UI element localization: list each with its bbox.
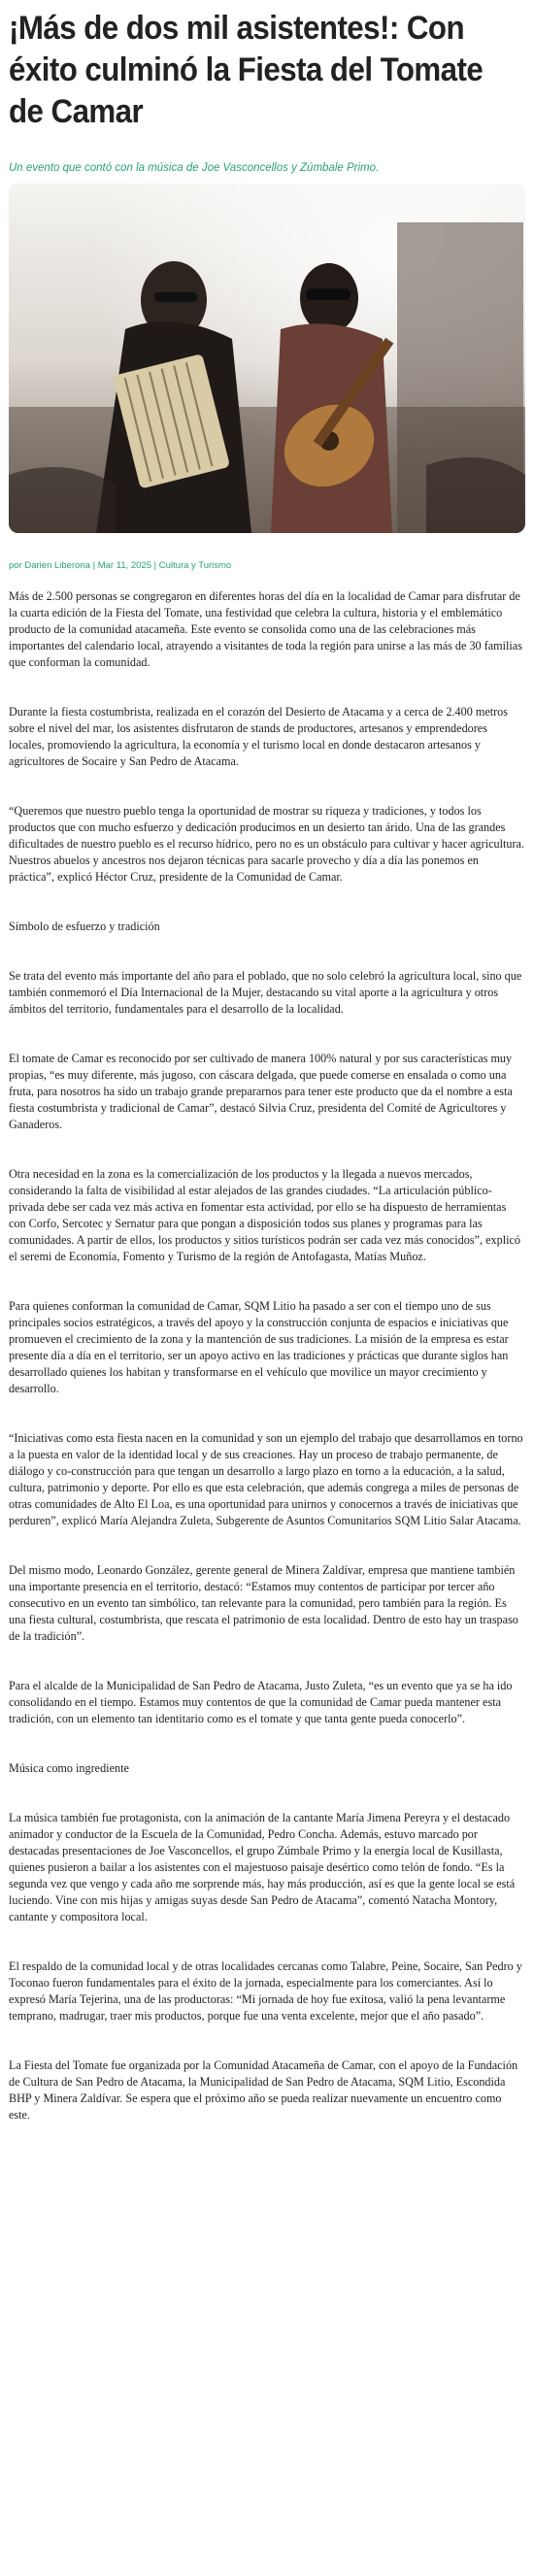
paragraph: Para el alcalde de la Municipalidad de San Pedro de Atacama, Justo Zuleta, “es un evento que ya se ha ido consolidando en el tiempo. Estamos muy contentos de que la comunidad de Camar pueda mantener esta tradición, con un elemento tan identitario como es el tomate y que tanta gente pueda conocerlo”. xyxy=(9,1679,513,1725)
article-subtitle: Un evento que contó con la música de Joe Vasconcellos y Zúmbale Primo. xyxy=(9,162,380,174)
paragraph: Más de 2.500 personas se congregaron en diferentes horas del día en la localidad de Camar para disfrutar de la cuarta edición de la Fiesta del Tomate, una festividad que celebra la cultura, historia y el emblemático producto de la comunidad atacameña. Este evento se consolida como una de las celebraciones más importantes del calendario local, atrayendo a visitantes de toda la región para unirse a las más de 30 familias que conforman la comunidad. xyxy=(9,589,522,669)
meta-separator: | xyxy=(89,560,98,571)
article-meta xyxy=(9,560,525,571)
category-link[interactable]: Cultura y Turismo xyxy=(158,560,232,571)
paragraph: Del mismo modo, Leonardo González, gerente general de Minera Zaldívar, empresa que mantiene también una importante presencia en el territorio, destacó: “Estamos muy contentos de participar por tercer año consecutivo en un evento tan simbólico, tan relevante para la comunidad, pero también para la región. Es una fiesta cultural, costumbrista, que rescata el patrimonio de esta localidad. Dentro de esto hay un traspaso de la tradición”. xyxy=(9,1563,518,1643)
paragraph: La música también fue protagonista, con la animación de la cantante María Jimena Pereyra y el destacado animador y conductor de la Escuela de la Comunidad, Pedro Concha. Además, estuvo marcado por destacadas presentaciones de Joe Vasconcellos, el grupo Zúmbale Primo y la energía local de Kusillasta, quienes pusieron a bailar a los asistentes con el majestuoso paisaje desértico como telón de fondo. “Es la segunda vez que vengo y cada año me sorprende más, hay más producción, así es que la gente local se está luciendo. Vine con mis hijas y amigas suyas desde San Pedro de Atacama”, comentó Natacha Montory, cantante y compositora local. xyxy=(9,1811,516,1924)
paragraph: El tomate de Camar es reconocido por ser cultivado de manera 100% natural y por sus características muy propias, “es muy diferente, más jugoso, con cáscara delgada, que puede comerse en ensalada o como una fruta, para nosotros ha sido un trabajo grande prepararnos para tener este producto que da el nombre a esta fiesta costumbrista y tradicional de Camar”, destacó Silvia Cruz, presidenta del Comité de Agricultores y Ganaderos. xyxy=(9,1052,513,1131)
paragraph: Durante la fiesta costumbrista, realizada en el corazón del Desierto de Atacama y a cerca de 2.400 metros sobre el nivel del mar, los asistentes disfrutaron de stands de productores, artesanos y emprendedores locales, promoviendo la agricultura, la economía y el turismo local en donde destacaron artesanos y agricultores de Socaire y San Pedro de Atacama. xyxy=(9,705,509,768)
section-heading: Música como ingrediente xyxy=(9,1761,129,1775)
author-link[interactable]: por Darien Liberona xyxy=(9,560,90,571)
article-date: Mar 11, 2025 xyxy=(97,560,152,571)
article-body xyxy=(9,588,525,2124)
paragraph: Se trata del evento más importante del año para el poblado, que no solo celebró la agricultura local, sino que también conmemoró el Día Internacional de la Mujer, destacando su vital aporte a la agricultura y otros ámbitos del territorio, fundamentales para el desarrollo de la localidad. xyxy=(9,969,522,1016)
hero-image xyxy=(9,184,525,533)
paragraph: La Fiesta del Tomate fue organizada por la Comunidad Atacameña de Camar, con el apoyo de la Fundación de Cultura de San Pedro de Atacama, la Municipalidad de San Pedro de Atacama, SQM Litio, Escondida BHP y Minera Zaldívar. Se espera que el próximo año se pueda realizar nuevamente un encuentro como este. xyxy=(9,2058,518,2122)
paragraph: Otra necesidad en la zona es la comercialización de los productos y la llegada a nuevos mercados, considerando la falta de visibilidad al estar alejados de las grandes ciudades. “La articulación público-privada debe ser cada vez más activa en fomentar esta actividad, por ello se ha dispuesto de herramientas con Corfo, Sercotec y Sernatur para que pongan a disposición todos sus planes y programas para las comunidades. A partir de ellos, los productos y sitios turísticos podrán ser cada vez más conocidos”, explicó el seremi de Economía, Fomento y Turismo de la región de Antofagasta, Matías Muñoz. xyxy=(9,1167,520,1263)
page-title: ¡Más de dos mil asistentes!: Con éxito culminó la Fiesta del Tomate de Camar xyxy=(9,10,484,130)
meta-separator: | xyxy=(151,560,159,571)
concert-photo-icon xyxy=(9,184,525,533)
paragraph: El respaldo de la comunidad local y de otras localidades cercanas como Talabre, Peine, Socaire, San Pedro y Toconao fueron fundamentales para el éxito de la jornada, especialmente para los comerciantes. Así lo expresó María Tejerina, una de las productoras: “Mi jornada de hoy fue exitosa, valió la pena levantarme temprano, madrugar, traer mis productos, porque fue una venta excelente, mejor que el año pasado”. xyxy=(9,1959,522,2023)
paragraph: “Iniciativas como esta fiesta nacen en la comunidad y son un ejemplo del trabajo que desarrollamos en torno a la puesta en valor de la identidad local y de sus creaciones. Hay un proceso de trabajo permanente, de diálogo y co-construcción para que tengan un desarrollo a largo plazo en torno a la educación, a la salud, cultura, patrimonio y deporte. Por ello es que esta celebración, que además congrega a miles de personas de otras comunidades de Alto El Loa, es una oportunidad para unirnos y conocernos a través de iniciativas que perduren”, explicó María Alejandra Zuleta, Subgerente de Asuntos Comunitarios SQM Litio Salar Atacama. xyxy=(9,1431,523,1527)
paragraph: Para quienes conforman la comunidad de Camar, SQM Litio ha pasado a ser con el tiempo uno de sus principales socios estratégicos, a través del apoyo y la construcción conjunta de espacios e iniciativas que promueven el crecimiento de la zona y la mantención de sus tradiciones. La misión de la empresa es estar presente día a día en el territorio, ser un apoyo activo en las tradiciones y prácticas que durante siglos han desarrollado quienes los habitan y transformarse en el vehículo que movilice un mayor crecimiento y desarrollo. xyxy=(9,1299,509,1395)
section-heading: Símbolo de esfuerzo y tradición xyxy=(9,920,160,933)
paragraph: “Queremos que nuestro pueblo tenga la oportunidad de mostrar su riqueza y tradiciones, y todos los productos que con mucho esfuerzo y dedicación producimos en un desierto tan árido. Una de las grandes dificultades de nuestro pueblo es el recurso hídrico, pero no es un obstáculo para cultivar y hacer agricultura. Nuestros abuelos y ancestros nos dejaron técnicas para sacarle provecho y día a día las ponemos en práctica”, explicó Héctor Cruz, presidente de la Comunidad de Camar. xyxy=(9,804,524,884)
